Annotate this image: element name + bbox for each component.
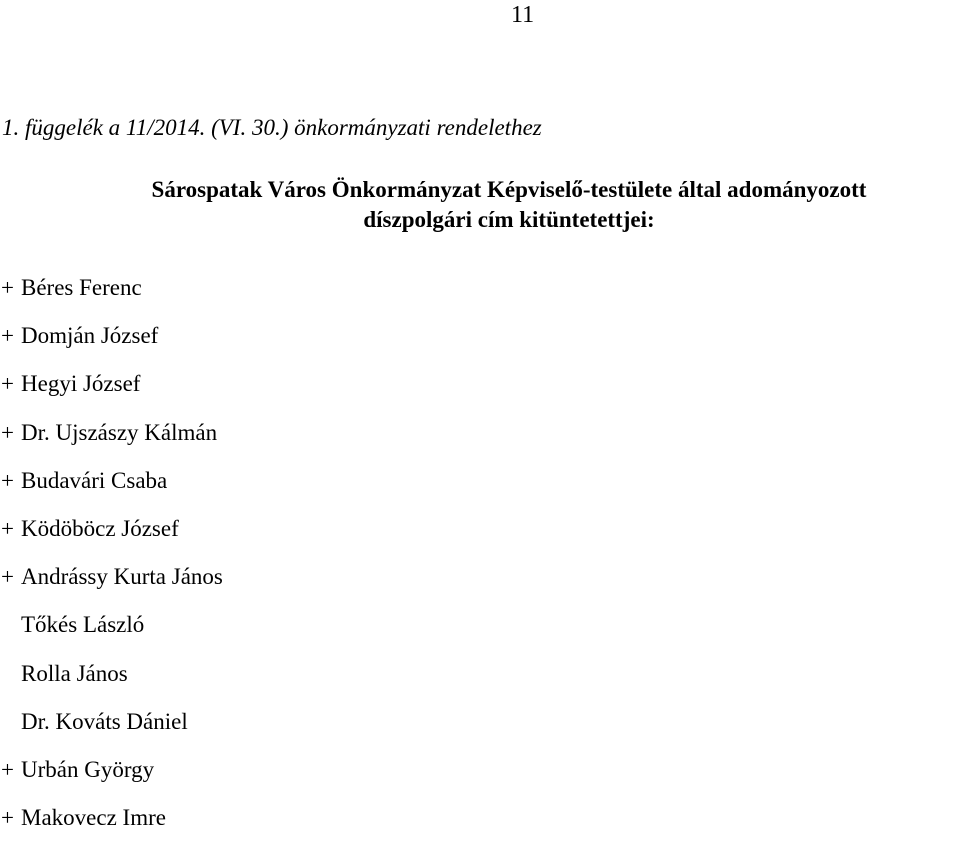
list-item (0, 466, 223, 514)
deceased-mark: + (1, 805, 14, 831)
list-item (0, 659, 223, 707)
list-item (0, 610, 223, 658)
honoree-name: Tőkés László (21, 612, 145, 638)
deceased-mark: + (1, 419, 14, 445)
list-item (0, 369, 223, 417)
honoree-name: Makovecz Imre (21, 805, 166, 831)
honoree-name: Urbán György (21, 756, 155, 782)
honoree-name: Domján József (21, 323, 159, 349)
list-item (0, 755, 223, 803)
honoree-name: Rolla János (21, 660, 128, 686)
deceased-mark: + (1, 275, 14, 300)
deceased-mark: + (1, 323, 14, 349)
honoree-name: Budavári Csaba (21, 467, 168, 493)
honoree-list (0, 273, 223, 851)
list-item (0, 803, 223, 851)
deceased-mark: + (1, 564, 14, 590)
honoree-name: Dr. Kováts Dániel (21, 708, 188, 734)
honoree-name: Hegyi József (21, 371, 141, 397)
heading-line-2: díszpolgári cím kitüntetettjei: (363, 207, 655, 232)
list-item (0, 562, 223, 610)
deceased-mark: + (1, 371, 14, 397)
list-item (0, 514, 223, 562)
list-item (0, 707, 223, 755)
honoree-name: Ködöböcz József (21, 515, 179, 541)
deceased-mark: + (1, 515, 14, 541)
heading-line-1: Sárospatak Város Önkormányzat Képviselő-testülete által adományozott (151, 177, 867, 202)
list-item (0, 273, 223, 321)
deceased-mark: + (1, 756, 14, 782)
honoree-name: Béres Ferenc (21, 275, 142, 300)
document-heading (88, 175, 930, 235)
honoree-name: Andrássy Kurta János (21, 564, 223, 590)
appendix-reference: 1. függelék a 11/2014. (VI. 30.) önkormányzati rendelethez (2, 115, 542, 140)
honoree-name: Dr. Ujszászy Kálmán (21, 419, 218, 445)
page-number: 11 (511, 2, 535, 28)
deceased-mark: + (1, 467, 14, 493)
list-item (0, 321, 223, 369)
list-item (0, 418, 223, 466)
